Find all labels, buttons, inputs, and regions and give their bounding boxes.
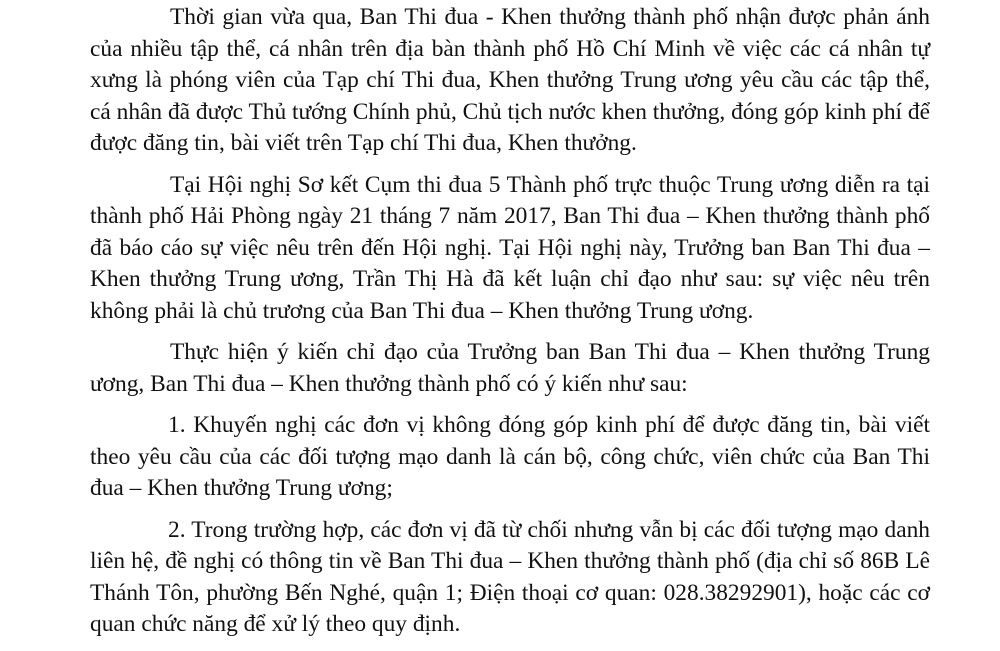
document-body <box>90 2 930 651</box>
paragraph-implementation-intro: Thực hiện ý kiến chỉ đạo của Trưởng ban Ban Thi đua – Khen thưởng Trung ương, Ban Thi đua – Khen thưởng thành phố có ý kiến như sau: <box>90 339 930 397</box>
list-item-recommendation-1: 1. Khuyến nghị các đơn vị không đóng góp kinh phí để được đăng tin, bài viết theo yêu cầu của các đối tượng mạo danh là cán bộ, công chức, viên chức của Ban Thi đua – Khen thưởng Trung ương; <box>90 412 930 501</box>
paragraph-conference-conclusion: Tại Hội nghị Sơ kết Cụm thi đua 5 Thành phố trực thuộc Trung ương diễn ra tại thành phố Hải Phòng ngày 21 tháng 7 năm 2017, Ban Thi đua – Khen thưởng thành phố đã báo cáo sự việc nêu trên đến Hội nghị. Tại Hội nghị này, Trưởng ban Ban Thi đua – Khen thưởng Trung ương, Trần Thị Hà đã kết luận chỉ đạo như sau: sự việc nêu trên không phải là chủ trương của Ban Thi đua – Khen thưởng Trung ương. <box>90 171 930 324</box>
list-item-recommendation-2: 2. Trong trường hợp, các đơn vị đã từ chối nhưng vẫn bị các đối tượng mạo danh liên hệ, đề nghị có thông tin về Ban Thi đua – Khen thưởng thành phố (địa chỉ số 86B Lê Thánh Tôn, phường Bến Nghé, quận 1; Điện thoại cơ quan: 028.38292901), hoặc các cơ quan chức năng để xử lý theo quy định. <box>90 516 930 637</box>
paragraph-complaint-summary: Thời gian vừa qua, Ban Thi đua - Khen thưởng thành phố nhận được phản ánh của nhiều tập thể, cá nhân trên địa bàn thành phố Hồ Chí Minh về việc các cá nhân tự xưng là phóng viên của Tạp chí Thi đua, Khen thưởng Trung ương yêu cầu các tập thể, cá nhân đã được Thủ tướng Chính phủ, Chủ tịch nước khen thưởng, đóng góp kinh phí để được đăng tin, bài viết trên Tạp chí Thi đua, Khen thưởng. <box>90 4 930 156</box>
